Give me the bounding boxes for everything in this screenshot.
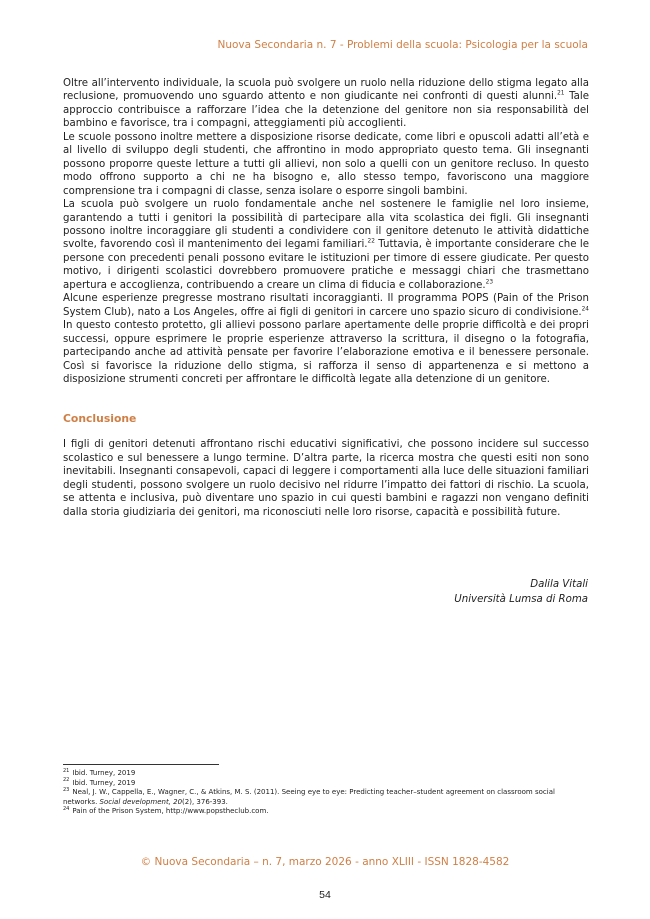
footnote-ref: 23 xyxy=(485,279,494,286)
footnote xyxy=(63,807,591,817)
text-run: Neal, J. W., Cappella, E., Wagner, C., & Atkins, M. S. (2011). Seeing eye to eye: Predicting teacher–student agreement on classroom social networks. xyxy=(63,788,555,806)
article-body xyxy=(63,77,589,519)
footnote-number: 22 xyxy=(63,777,70,784)
text-run: Alcune esperienze pregresse mostrano risultati incoraggianti. Il programma POPS (Pain of the Prison System Club), nato a Los Angeles, offre ai figli di genitori in carcere uno spazio sicuro di condivisione. xyxy=(63,293,589,318)
author-name: Dalila Vitali xyxy=(530,579,588,590)
footnote-ref: 22 xyxy=(367,239,375,246)
footnote-text xyxy=(72,769,135,777)
text-run: Oltre all’intervento individuale, la scuola può svolgere un ruolo nella riduzione dello stigma legato alla reclusione, promuovendo uno sguardo attento e non giudicante nei confronti di questi alunni. xyxy=(63,78,589,103)
body-paragraph xyxy=(63,77,589,131)
text-run: Tuttavia, è importante considerare che le persone con precedenti penali possono evitare le istituzioni per timore di essere giudicate. Per questo motivo, i dirigenti scolastici dovrebbero promuovere pratiche e messaggi chiari che trasmettano apertura e accoglienza, contribuendo a creare un clima di fiducia e collaborazione. xyxy=(63,239,589,291)
body-paragraph xyxy=(63,131,589,198)
body-paragraph xyxy=(63,292,589,386)
footnote-text xyxy=(72,807,268,815)
footnote-text xyxy=(72,779,135,787)
text-run: Ibid. Turney, 2019 xyxy=(72,778,136,787)
footnote-ref: 24 xyxy=(581,306,589,313)
footnote-number: 21 xyxy=(63,767,70,774)
text-run: (2), 376-393. xyxy=(182,797,228,806)
footnote xyxy=(63,788,591,807)
text-run: Tale approccio contribuisce a rafforzare l’idea che la detenzione del genitore non sia responsabilità del bambino e favorisce, tra i compagni, atteggiamenti più accoglienti. xyxy=(63,91,589,130)
author-affiliation: Università Lumsa di Roma xyxy=(454,593,588,605)
footnote xyxy=(63,769,591,779)
footnote-text xyxy=(63,788,555,806)
footnote-separator xyxy=(63,764,219,765)
footnote xyxy=(63,779,591,789)
text-run: In questo contesto protetto, gli allievi possono parlare apertamente delle proprie difficoltà e dei propri successi, oppure esprimere le proprie esperienze attraverso la scrittura, il disegno o la fotografia, partecipando anche ad attività pensate per favorire l’elaborazione emotiva e il benessere personale. Così si favorisce la riduzione dello stigma, si rafforza il senso di appartenenza e si mettono a disposizione strumenti concreti per affrontare le difficoltà legate alla detenzione di un genitore. xyxy=(63,320,589,385)
italic-text: Social development, 20 xyxy=(99,797,183,806)
signature-block xyxy=(454,578,588,607)
text-run: Le scuole possono inoltre mettere a disposizione risorse dedicate, come libri e opuscoli adatti all’età e al livello di sviluppo degli studenti, che affrontino in modo appropriato questo tema. Gli insegnanti possono proporre queste letture a tutti gli allievi, non solo a quelli con un genitore recluso. In questo modo offrono supporto a chi ne ha bisogno e, allo stesso tempo, favoriscono una maggiore comprensione tra i compagni di classe, senza isolare o esporre singoli bambini. xyxy=(63,131,589,197)
section-heading-conclusion: Conclusione xyxy=(63,412,137,426)
footnote-number: 23 xyxy=(63,786,70,793)
text-run: Pain of the Prison System, http://www.popstheclub.com. xyxy=(72,807,269,816)
conclusion-paragraph: I figli di genitori detenuti affrontano rischi educativi significativi, che possono incidere sul successo scolastico e sul benessere a lungo termine. D’altra parte, la ricerca mostra che questi esiti non sono inevitabili. Insegnanti consapevoli, capaci di leggere i comportamenti alla luce delle situazioni familiari degli studenti, possono svolgere un ruolo decisivo nel ridurre l’impatto dei fattori di rischio. La scuola, se attenta e inclusiva, può diventare uno spazio in cui questi bambini e ragazzi non vengano definiti dalla storia giudiziaria dei genitori, ma riconosciuti nelle loro risorse, capacità e possibilità future. xyxy=(63,439,589,518)
text-run: Ibid. Turney, 2019 xyxy=(72,769,136,777)
journal-footer: © Nuova Secondaria – n. 7, marzo 2026 - anno XLIII - ISSN 1828-4582 xyxy=(140,856,510,868)
page-number: 54 xyxy=(319,889,331,901)
running-header: Nuova Secondaria n. 7 - Problemi della scuola: Psicologia per la scuola xyxy=(217,39,588,51)
body-paragraph xyxy=(63,198,589,292)
footnotes xyxy=(63,769,591,817)
text-run: La scuola può svolgere un ruolo fondamentale anche nel sostenere le famiglie nel loro insieme, garantendo a tutti i genitori la possibilità di partecipare alla vita scolastica dei figli. Gli insegnanti possono inoltre incoraggiare gli studenti a condividere con il genitore detenuto le attività didattiche svolte, favorendo così il mantenimento dei legami familiari. xyxy=(63,199,589,251)
footnote-number: 24 xyxy=(63,806,70,813)
footnote-ref: 21 xyxy=(557,91,565,98)
